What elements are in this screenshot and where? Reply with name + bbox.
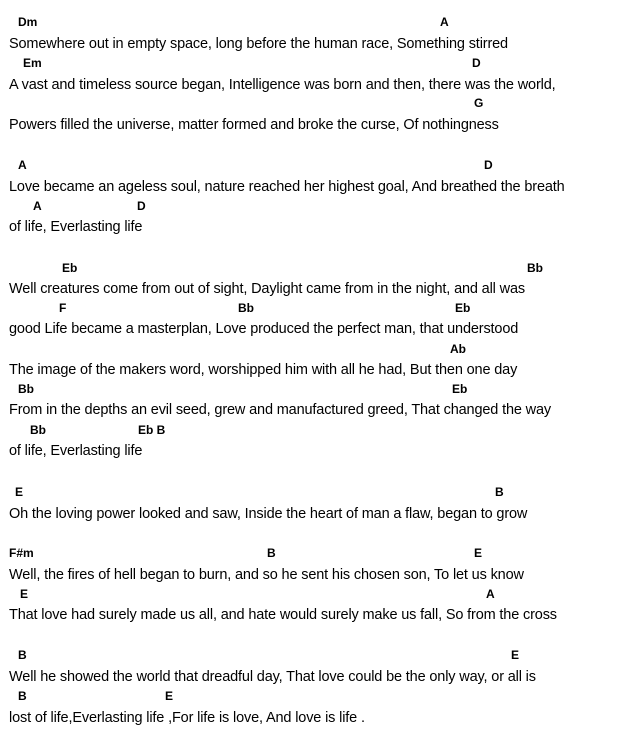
chord-label: A (18, 158, 27, 172)
chord-label: E (15, 485, 24, 499)
lyric-line: A vast and timeless source began, Intelligence was born and then, there was the world, (9, 77, 556, 93)
chord-label: B (267, 546, 276, 560)
chord-label: B (495, 485, 504, 499)
chord-label: A (486, 587, 495, 601)
chord-label: Eb B (138, 423, 166, 437)
chord-label: D (484, 158, 493, 172)
chord-label: Bb (238, 301, 254, 315)
chord-label: F#m (9, 546, 34, 560)
lyric-line: Somewhere out in empty space, long before the human race, Something stirred (9, 36, 508, 52)
lyric-line: Well creatures come from out of sight, Daylight came from in the night, and all was (9, 281, 525, 297)
chord-label: Eb (62, 261, 78, 275)
chord-label: Bb (18, 382, 34, 396)
lyric-line: Well, the fires of hell began to burn, and so he sent his chosen son, To let us know (9, 567, 524, 583)
chord-label: Em (23, 56, 42, 70)
chord-label: Dm (18, 15, 38, 29)
chord-label: B (18, 689, 27, 703)
chord-label: F (59, 301, 67, 315)
chord-label: Ab (450, 342, 466, 356)
chord-label: B (18, 648, 27, 662)
lyric-line: Powers filled the universe, matter formed and broke the curse, Of nothingness (9, 117, 499, 133)
lyric-line: Well he showed the world that dreadful day, That love could be the only way, or all is (9, 669, 536, 685)
chord-label: E (511, 648, 520, 662)
lyric-line: Oh the loving power looked and saw, Inside the heart of man a flaw, began to grow (9, 506, 528, 522)
chord-label: Eb (455, 301, 471, 315)
lyric-line: The image of the makers word, worshipped him with all he had, But then one day (9, 362, 518, 378)
lyric-line: From in the depths an evil seed, grew and manufactured greed, That changed the way (9, 402, 551, 418)
lyric-line: of life, Everlasting life (9, 443, 143, 459)
lyric-line: Love became an ageless soul, nature reached her highest goal, And breathed the breath (9, 179, 565, 195)
chord-label: E (474, 546, 483, 560)
chord-label: A (440, 15, 449, 29)
lyric-line: good Life became a masterplan, Love produced the perfect man, that understood (9, 321, 519, 337)
lyric-line: lost of life,Everlasting life ,For life is love, And love is life . (9, 710, 365, 726)
chord-label: A (33, 199, 42, 213)
lyric-line: That love had surely made us all, and hate would surely make us fall, So from the cross (9, 607, 557, 623)
chord-label: D (137, 199, 146, 213)
chord-label: E (165, 689, 174, 703)
chord-label: Eb (452, 382, 468, 396)
chord-label: E (20, 587, 29, 601)
lyric-line: of life, Everlasting life (9, 219, 143, 235)
chord-label: D (472, 56, 481, 70)
chord-label: G (474, 96, 484, 110)
chord-label: Bb (527, 261, 543, 275)
chord-label: Bb (30, 423, 46, 437)
